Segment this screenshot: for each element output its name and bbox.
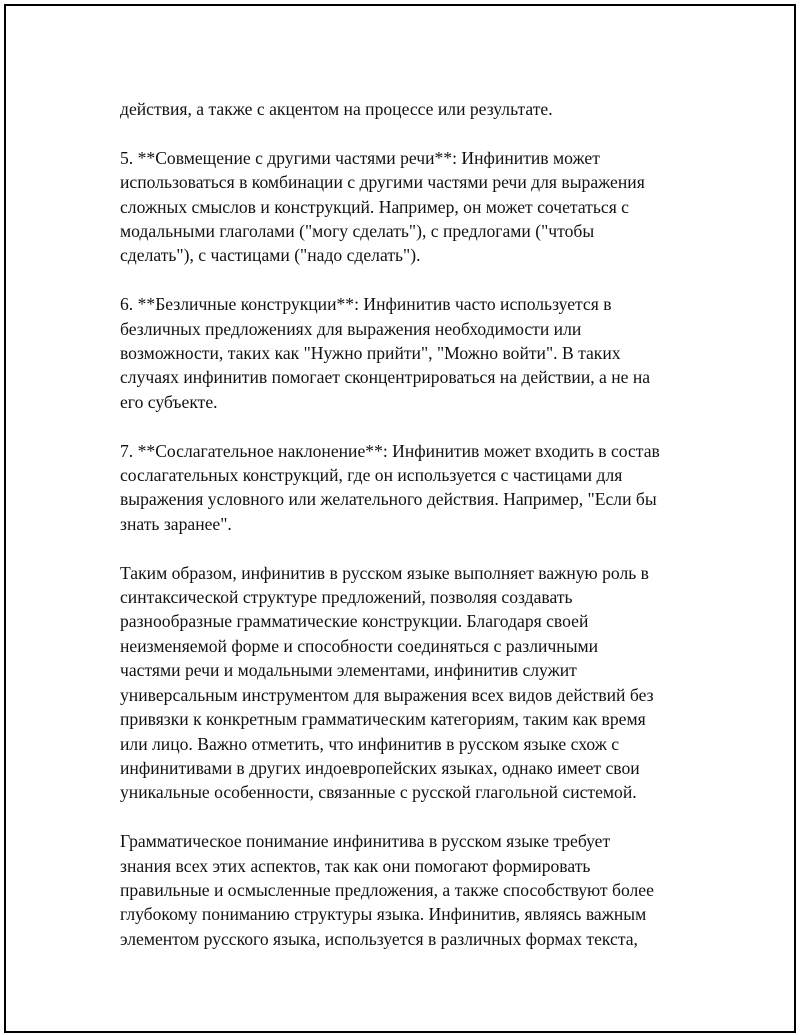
text-line: 6. **Безличные конструкции**: Инфинитив часто используется в (120, 294, 612, 315)
text-line: Таким образом, инфинитив в русском языке выполняет важную роль в (120, 562, 649, 583)
text-line: универсальным инструментом для выражения всех видов действий без (120, 684, 654, 705)
text-line: синтаксической структуре предложений, позволяя создавать (120, 587, 573, 608)
text-line: привязки к конкретным грамматическим категориям, таким как время (120, 709, 646, 730)
text-line: глубокому пониманию структуры языка. Инфинитив, являясь важным (120, 904, 647, 925)
text-line: безличных предложениях для выражения необходимости или (120, 318, 582, 339)
text-line: выражения условного или желательного действия. Например, "Если бы (120, 489, 657, 510)
text-line: неизменяемой форме и способности соединяться с различными (120, 635, 599, 656)
text-line: 5. **Совмещение с другими частями речи**: Инфинитив может (120, 147, 600, 168)
text-line: Грамматическое понимание инфинитива в русском языке требует (120, 831, 611, 852)
text-line: его субъекте. (120, 391, 218, 412)
text-line: сделать"), с частицами ("надо сделать"). (120, 245, 421, 266)
paragraph (120, 146, 695, 268)
text-line: разнообразные грамматические конструкции. Благодаря своей (120, 611, 589, 632)
text-line: действия, а также с акцентом на процессе или результате. (120, 99, 553, 119)
text-line: возможности, таких как "Нужно прийти", "Можно войти". В таких (120, 343, 621, 364)
text-line: модальными глаголами ("могу сделать"), с предлогами ("чтобы (120, 221, 595, 242)
text-line: правильные и осмысленные предложения, а также способствуют более (120, 879, 654, 900)
text-line: сослагательных конструкций, где он используется с частицами для (120, 465, 623, 486)
text-line: сложных смыслов и конструкций. Например, он может сочетаться с (120, 196, 629, 217)
text-line: 7. **Сослагательное наклонение**: Инфинитив может входить в состав (120, 440, 660, 461)
text-line: случаях инфинитив помогает сконцентрироваться на действии, а не на (120, 367, 651, 388)
text-line: использоваться в комбинации с другими частями речи для выражения (120, 172, 645, 193)
text-line: элементом русского языка, используется в различных формах текста, (120, 928, 638, 949)
document-body (120, 97, 695, 976)
paragraph (120, 561, 695, 805)
paragraph (120, 292, 695, 414)
paragraph (120, 829, 695, 951)
text-line: знать заранее". (120, 513, 232, 534)
text-line: инфинитивами в других индоевропейских языках, однако имеет свои (120, 757, 640, 778)
paragraph (120, 97, 695, 121)
text-line: знания всех этих аспектов, так как они помогают формировать (120, 855, 591, 876)
paragraph (120, 439, 695, 537)
text-line: или лицо. Важно отметить, что инфинитив в русском языке схож с (120, 733, 620, 754)
text-line: уникальные особенности, связанные с русской глагольной системой. (120, 782, 637, 803)
page-frame (4, 4, 796, 1033)
text-line: частями речи и модальными элементами, инфинитив служит (120, 660, 577, 681)
